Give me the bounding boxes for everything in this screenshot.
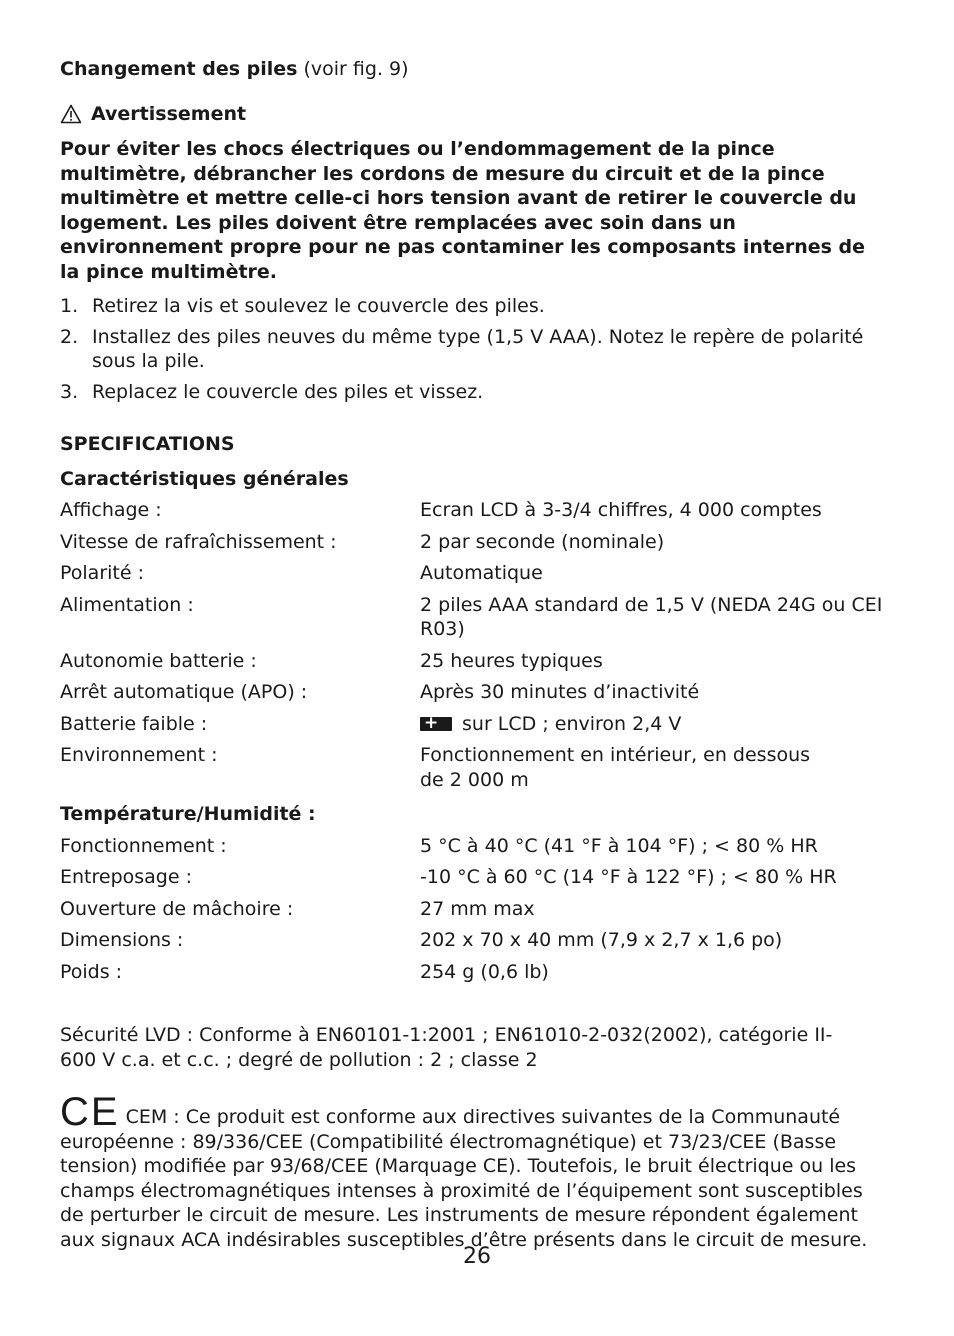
step-text: Replacez le couvercle des piles et vissez. xyxy=(92,380,484,403)
temperature-specs-list xyxy=(60,834,890,985)
warning-heading xyxy=(60,102,890,127)
warning-triangle-icon xyxy=(60,104,82,124)
spec-label: Poids : xyxy=(60,960,123,983)
spec-label: Autonomie batterie : xyxy=(60,649,257,672)
spec-value: 202 x 70 x 40 mm (7,9 x 2,7 x 1,6 po) xyxy=(420,929,783,951)
spec-value: Automatique xyxy=(420,562,543,584)
step-item xyxy=(60,325,890,374)
spec-value: 2 piles AAA standard de 1,5 V (NEDA 24G ou CEI R03) xyxy=(420,593,883,640)
spec-row xyxy=(60,680,890,705)
general-specs-list xyxy=(60,498,890,792)
spec-label: Ouverture de mâchoire : xyxy=(60,897,294,920)
spec-label: Fonctionnement : xyxy=(60,834,227,857)
spec-label: Polarité : xyxy=(60,562,144,584)
spec-row xyxy=(60,897,890,922)
spec-label: Dimensions : xyxy=(60,929,184,951)
step-text: Retirez la vis et soulevez le couvercle des piles. xyxy=(92,295,545,317)
page-number: 26 xyxy=(463,1244,491,1269)
spec-label: Vitesse de rafraîchissement : xyxy=(60,530,337,553)
spec-row xyxy=(60,834,890,859)
spec-label: Arrêt automatique (APO) : xyxy=(60,681,308,703)
spec-row xyxy=(60,928,890,953)
spec-value-battery xyxy=(420,712,890,737)
battery-change-title: Changement des piles xyxy=(60,58,298,80)
step-text: Installez des piles neuves du même type (1,5 V AAA). Notez le repère de polarité sous la pile. xyxy=(92,325,864,372)
spec-row xyxy=(60,561,890,586)
spec-row xyxy=(60,649,890,674)
temperature-humidity-title: Température/Humidité : xyxy=(60,803,316,825)
spec-value: 27 mm max xyxy=(420,897,535,920)
spec-row xyxy=(60,498,890,523)
step-number: 1. xyxy=(60,295,79,317)
spec-value: Fonctionnement en intérieur, en dessous de 2 000 m xyxy=(420,744,811,791)
spec-row xyxy=(60,712,890,737)
spec-label: Affichage : xyxy=(60,499,162,521)
spec-label: Entreposage : xyxy=(60,866,192,888)
spec-label: Alimentation : xyxy=(60,593,194,616)
warning-body: Pour éviter les chocs électriques ou l’endommagement de la pince multimètre, débrancher les cordons de mesure du circuit et de la pince multimètre et mettre celle-ci hors tension avant de retirer le couvercle du logement. Les piles doivent être remplacées avec soin dans un environnement propre pour ne pas contaminer les composants internes de la pince multimètre. xyxy=(60,138,866,283)
battery-change-heading xyxy=(60,57,890,82)
spec-value: 5 °C à 40 °C (41 °F à 104 °F) ; < 80 % HR xyxy=(420,834,818,857)
spec-value: -10 °C à 60 °C (14 °F à 122 °F) ; < 80 % HR xyxy=(420,866,837,888)
lvd-safety-text: Sécurité LVD : Conforme à EN60101-1:2001 ; EN61010-2-032(2002), catégorie II-600 V c.a. et c.c. ; degré de pollution : 2 ; classe 2 xyxy=(60,1024,833,1071)
spec-value: Ecran LCD à 3-3/4 chiffres, 4 000 comptes xyxy=(420,499,822,521)
step-item xyxy=(60,294,890,319)
spec-row xyxy=(60,743,890,792)
cem-paragraph xyxy=(60,1090,890,1252)
step-number: 3. xyxy=(60,380,79,403)
spec-row xyxy=(60,530,890,555)
specifications-title: SPECIFICATIONS xyxy=(60,433,235,455)
manual-page xyxy=(60,57,890,1252)
step-number: 2. xyxy=(60,325,79,348)
spec-row xyxy=(60,593,890,642)
spec-value: Après 30 minutes d’inactivité xyxy=(420,681,700,703)
spec-value: 254 g (0,6 lb) xyxy=(420,960,549,983)
step-item xyxy=(60,380,890,405)
spec-row xyxy=(60,960,890,985)
low-battery-text: sur LCD ; environ 2,4 V xyxy=(462,712,682,735)
battery-icon xyxy=(420,717,452,731)
spec-value: 2 par seconde (nominale) xyxy=(420,530,665,553)
spec-label: Environnement : xyxy=(60,744,218,766)
battery-steps xyxy=(60,294,890,404)
spec-value: 25 heures typiques xyxy=(420,649,603,672)
warning-title: Avertissement xyxy=(91,102,247,125)
ce-mark-icon: CE xyxy=(60,1090,120,1134)
battery-change-ref: (voir fig. 9) xyxy=(303,58,409,80)
spec-row xyxy=(60,865,890,890)
cem-text: CEM : Ce produit est conforme aux directives suivantes de la Communauté européenne : 89/336/CEE (Compatibilité électromagnétique) et 73/23/CEE (Basse tension) modifiée par 93/68/CEE (Marquage CE). Toutefois, le bruit électrique ou les champs électromagnétiques intenses à proximité de l’équipement sont susceptibles de perturber le circuit de mesure. Les instruments de mesure répondent également aux signaux ACA indésirables susceptibles d’être présents dans le circuit de mesure. xyxy=(60,1106,868,1251)
general-characteristics-title: Caractéristiques générales xyxy=(60,467,349,490)
spec-label: Batterie faible : xyxy=(60,712,208,735)
